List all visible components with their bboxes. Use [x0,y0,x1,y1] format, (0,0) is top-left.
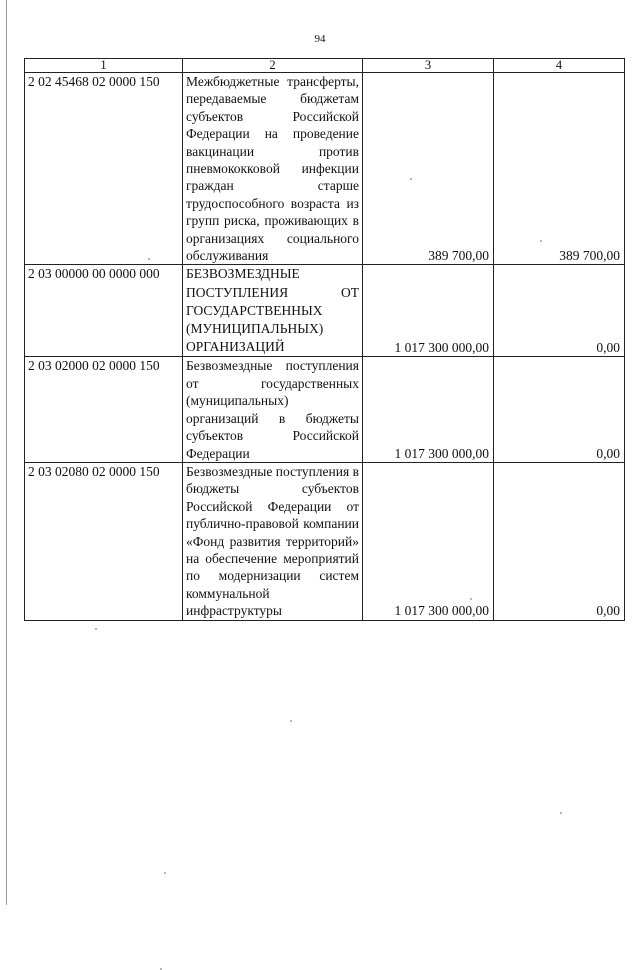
column-number-1: 1 [25,59,183,73]
revenue-item-name: БЕЗВОЗМЕЗДНЫЕ ПОСТУПЛЕНИЯ ОТ ГОСУДАРСТВЕННЫХ (МУНИЦИПАЛЬНЫХ) ОРГАНИЗАЦИЙ [183,265,363,357]
column-number-row [25,59,625,73]
column-number-3: 3 [363,59,494,73]
amount-column-4: 0,00 [494,462,625,620]
scan-speck [470,598,472,600]
column-number-4: 4 [494,59,625,73]
budget-classification-code: 2 03 02080 02 0000 150 [25,462,183,620]
budget-classification-code: 2 03 00000 00 0000 000 [25,265,183,357]
scan-speck [540,240,542,242]
amount-column-3: 1 017 300 000,00 [363,265,494,357]
scan-speck [148,258,150,260]
table-row [25,462,625,620]
amount-column-4: 0,00 [494,265,625,357]
table-row [25,73,625,265]
amount-column-4: 0,00 [494,357,625,462]
scan-speck [560,812,562,814]
scan-speck [410,178,412,180]
revenue-item-name: Межбюджетные трансферты, передаваемые бюджетам субъектов Российской Федерации на проведение вакцинации против пневмококковой инфекции граждан старше трудоспособного возраста из групп риска, проживающих в организациях социального обслуживания [183,73,363,265]
scan-speck [164,872,166,874]
budget-revenue-table [24,58,625,621]
scan-speck [95,628,97,630]
budget-classification-code: 2 03 02000 02 0000 150 [25,357,183,462]
amount-column-3: 1 017 300 000,00 [363,462,494,620]
amount-column-3: 1 017 300 000,00 [363,357,494,462]
table-row [25,357,625,462]
amount-column-4: 389 700,00 [494,73,625,265]
column-number-2: 2 [183,59,363,73]
revenue-item-name: Безвозмездные поступления от государственных (муниципальных) организаций в бюджеты субъектов Российской Федерации [183,357,363,462]
page-number: 94 [314,33,326,45]
table-row [25,265,625,357]
scan-speck [290,720,292,722]
page-left-edge [6,0,7,905]
revenue-item-name: Безвозмездные поступления в бюджеты субъектов Российской Федерации от публично-правовой компании «Фонд развития территорий» на обеспечение мероприятий по модернизации систем коммунальной инфраструктуры [183,462,363,620]
amount-column-3: 389 700,00 [363,73,494,265]
budget-classification-code: 2 02 45468 02 0000 150 [25,73,183,265]
